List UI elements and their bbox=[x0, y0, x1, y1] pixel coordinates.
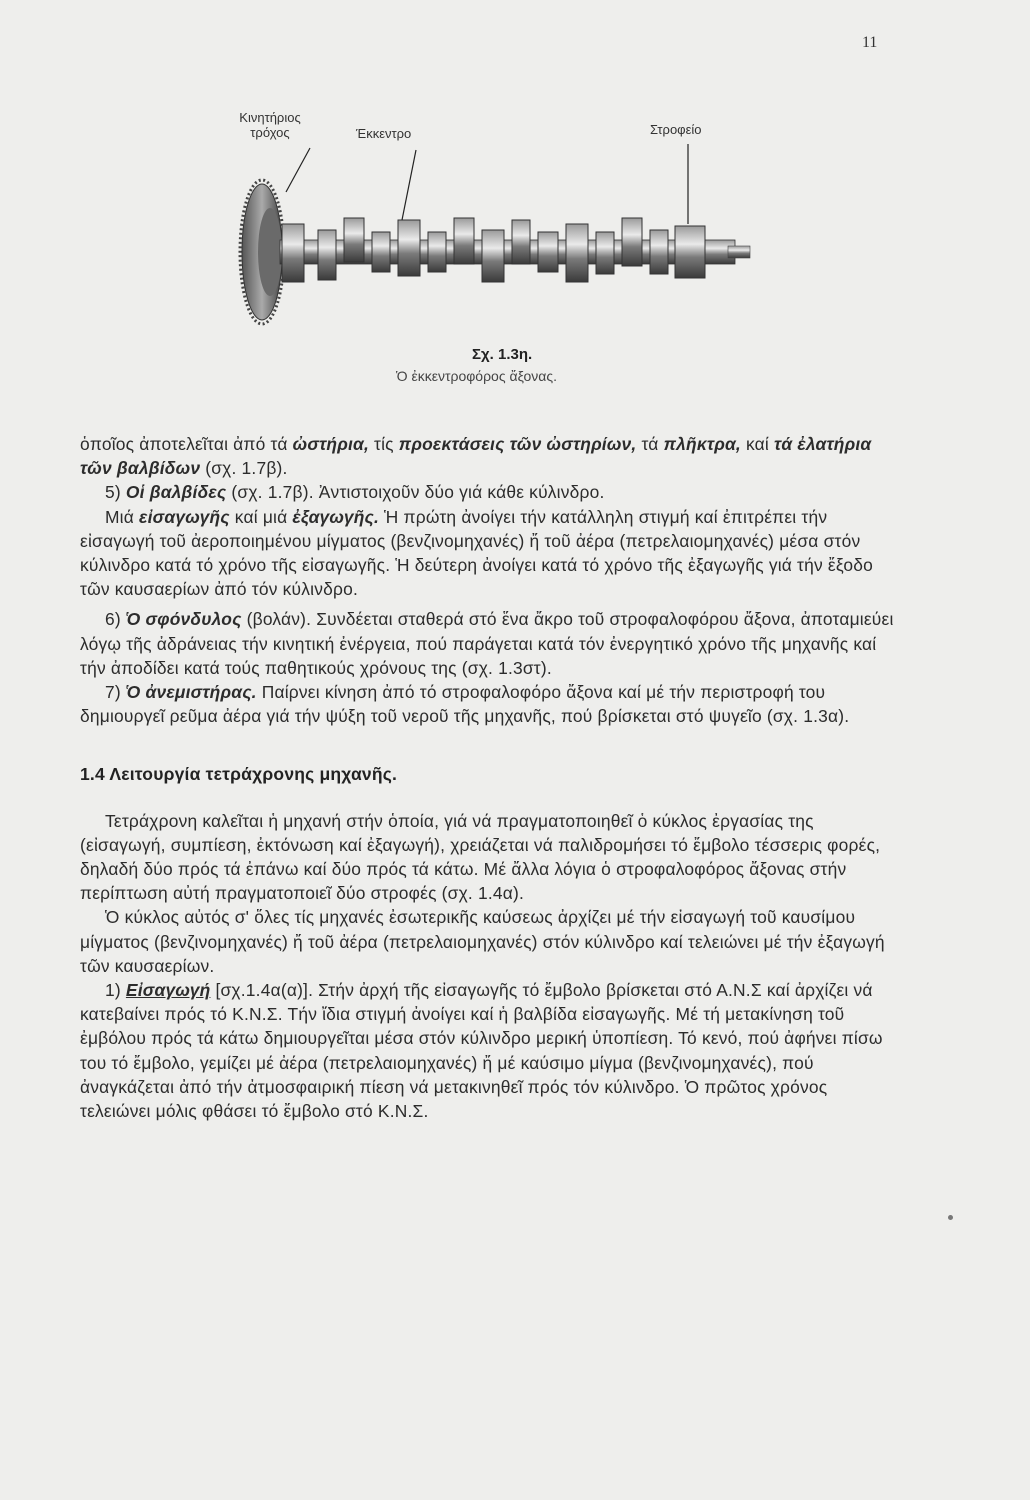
gear-label bbox=[232, 110, 308, 140]
paragraph-valves: 5) Οἱ βαλβίδες (σχ. 1.7β). Ἀντιστοιχοῦν δύο γιά κάθε κύλινδρο. bbox=[105, 482, 605, 503]
drive-gear bbox=[240, 180, 284, 324]
page-number: 11 bbox=[862, 34, 878, 51]
paragraph-cycle: Ὁ κύκλος αὐτός σ' ὅλες τίς μηχανές ἐσωτερικῆς καύσεως ἀρχίζει μέ τήν εἰσαγωγή τοῦ καυσίμου μίγματος (βενζινομηχανές) ἤ τοῦ ἀέρα (πετρελαιομηχανές) στόν κύλινδρο καί τελειώνει μέ τήν ἐξαγωγή τῶν καυσαερίων. bbox=[80, 907, 885, 976]
paragraph-four-stroke: Τετράχρονη καλεῖται ἡ μηχανή στήν ὁποία, γιά νά πραγματοποιηθεῖ ὁ κύκλος ἐργασίας της (εἰσαγωγή, συμπίεση, ἐκτόνωση καί ἐξαγωγή), χρειάζεται νά παλιδρομήσει τό ἔμβολο τέσσερις φορές, δηλαδή δύο πρός τά ἐπάνω καί δύο πρός τά κάτω. Μέ ἄλλα λόγια ὁ στροφαλοφόρος ἄξονας στήν περίπτωση αὐτή πραγματοποιεῖ δύο στροφές (σχ. 1.4α). bbox=[80, 810, 881, 904]
figure-caption-text: Ὁ ἐκκεντροφόρος ἄξονας. bbox=[396, 368, 557, 384]
section-heading: 1.4 Λειτουργία τετράχρονης μηχανῆς. bbox=[80, 764, 398, 785]
paragraph-flywheel: 6) Ὁ σφόνδυλος (βολάν). Συνδέεται σταθερά στό ἕνα ἄκρο τοῦ στροφαλοφόρου ἄξονα, ἀποταμιεύει λόγῳ τῆς ἀδράνειας τήν κινητική ἐνέργεια, πού παράγεται κατά τόν ἐνεργητικό χρόνο τῆς μηχανῆς καί τήν ἀποδίδει κατά τούς παθητικούς χρόνους της (σχ. 1.3στ). bbox=[80, 609, 894, 678]
pulley-label: Στροφείο bbox=[650, 122, 702, 137]
body-text bbox=[80, 432, 895, 1123]
paragraph-intake-exhaust: Μιά εἰσαγωγῆς καί μιά ἐξαγωγῆς. Ἡ πρώτη ἀνοίγει τήν κατάλληλη στιγμή καί ἐπιτρέπει τήν εἰσαγωγή τοῦ ἀεροποιημένου μίγματος (βενζινομηχανές) ἤ τοῦ ἀέρα (πετρελαιομηχανές) μέσα στόν κύλινδρο κατά τό χρόνο τῆς εἰσαγωγῆς. Ἡ δεύτερη ἀνοίγει κατά τό χρόνο τῆς ἐξαγωγῆς γιά τήν ἔξοδο τῶν καυσαερίων ἀπό τόν κύλινδρο. bbox=[80, 506, 874, 600]
scan-speck bbox=[948, 1215, 953, 1220]
leader-lines bbox=[286, 144, 688, 224]
paragraph-fan: 7) Ὁ ἀνεμιστήρας. Παίρνει κίνηση ἀπό τό στροφαλοφόρο ἄξονα καί μέ τήν περιστροφή του δημιουργεῖ ρεῦμα ἀέρα γιά τήν ψύξη τοῦ νεροῦ τῆς μηχανῆς, πού βρίσκεται στό ψυγεῖο (σχ. 1.3α). bbox=[80, 682, 850, 727]
paragraph-wosthria: ὁποῖος ἀποτελεῖται ἀπό τά ὠστήρια, τίς προεκτάσεις τῶν ὠστηρίων, τά πλῆκτρα, καί τά ἐλατήρια τῶν βαλβίδων (σχ. 1.7β). bbox=[80, 434, 872, 479]
cam-lobes bbox=[282, 218, 705, 282]
gear-label-line2: τρόχος bbox=[250, 125, 290, 140]
paragraph-intake: 1) Εἰσαγωγή [σχ.1.4α(α)]. Στήν ἀρχή τῆς εἰσαγωγῆς τό ἔμβολο βρίσκεται στό Α.Ν.Σ καί ἀρχίζει νά κατεβαίνει πρός τό Κ.Ν.Σ. Τήν ἴδια στιγμή ἀνοίγει καί ἡ βαλβίδα εἰσαγωγῆς. Μέ τή μετακίνηση τοῦ ἐμβόλου πρός τά κάτω δημιουργεῖται μέσα στόν κύλινδρο μερική ὑποπίεση. Τό κενό, πού ἀφήνει πίσω του τό ἔμβολο, γεμίζει μέ ἀέρα (πετρελαιομηχανές) ἤ μέ καύσιμο μίγμα (βενζινομηχανές), πού ἀναγκάζεται ἀπό τήν ἀτμοσφαιρική πίεση νά μετακινηθεῖ πρός τόν κύλινδρο. Ὁ πρῶτος χρόνος τελειώνει μόλις φθάσει τό ἔμβολο στό Κ.Ν.Σ. bbox=[80, 980, 883, 1122]
cam-label: Έκκεντρο bbox=[356, 126, 412, 141]
gear-label-line1: Κινητήριος bbox=[239, 110, 301, 125]
figure-caption-number: Σχ. 1.3η. bbox=[472, 346, 533, 363]
camshaft-figure bbox=[220, 100, 780, 390]
